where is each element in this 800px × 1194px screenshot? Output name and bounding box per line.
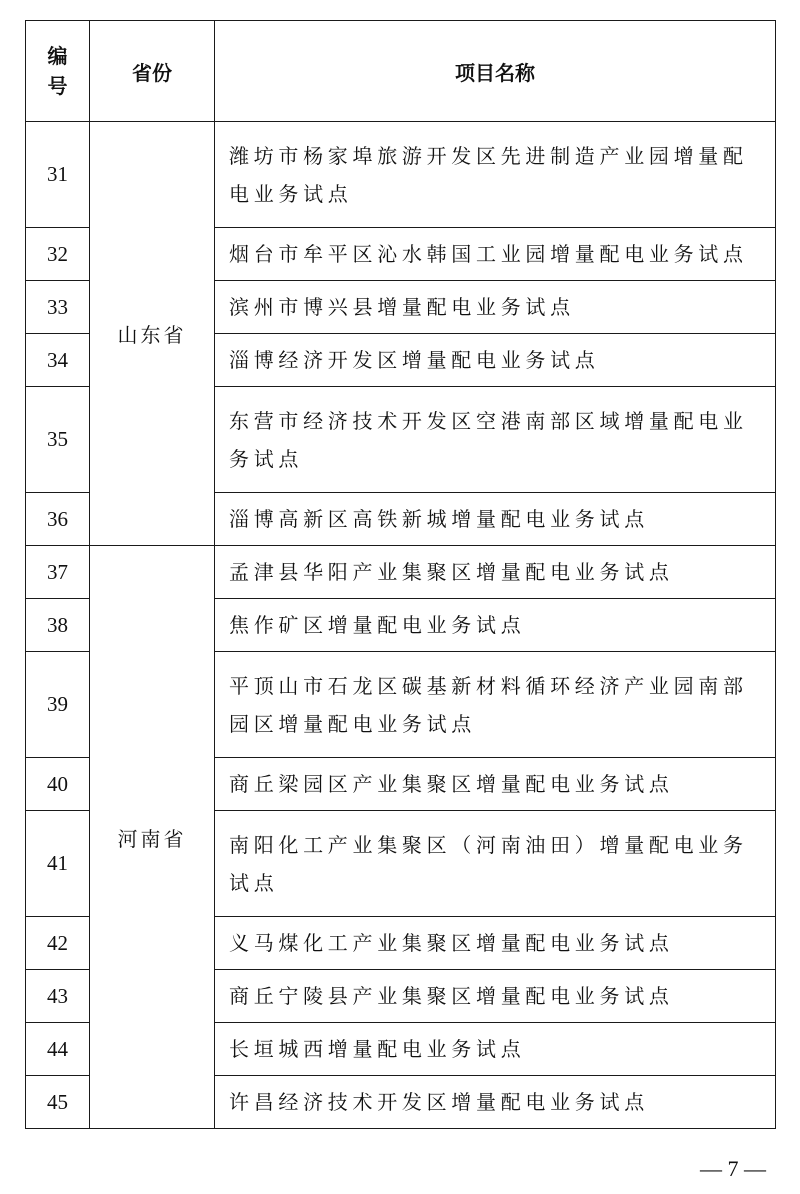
project-name: 淄博经济开发区增量配电业务试点 <box>215 334 776 387</box>
row-id: 35 <box>26 387 90 493</box>
project-name: 长垣城西增量配电业务试点 <box>215 1023 776 1076</box>
province-cell: 河南省 <box>90 546 215 1129</box>
row-id: 40 <box>26 758 90 811</box>
row-id: 36 <box>26 493 90 546</box>
project-name: 滨州市博兴县增量配电业务试点 <box>215 281 776 334</box>
row-id: 45 <box>26 1076 90 1129</box>
header-id-char-2: 号 <box>47 74 68 98</box>
project-name: 东营市经济技术开发区空港南部区域增量配电业务试点 <box>215 387 776 493</box>
projects-table <box>25 20 776 1129</box>
project-name: 潍坊市杨家埠旅游开发区先进制造产业园增量配电业务试点 <box>215 122 776 228</box>
row-id: 41 <box>26 811 90 917</box>
row-id: 34 <box>26 334 90 387</box>
table-row <box>26 546 776 599</box>
row-id: 32 <box>26 228 90 281</box>
project-name: 淄博高新区高铁新城增量配电业务试点 <box>215 493 776 546</box>
project-name: 孟津县华阳产业集聚区增量配电业务试点 <box>215 546 776 599</box>
province-cell: 山东省 <box>90 122 215 546</box>
row-id: 39 <box>26 652 90 758</box>
header-id <box>26 21 90 122</box>
project-name: 平顶山市石龙区碳基新材料循环经济产业园南部园区增量配电业务试点 <box>215 652 776 758</box>
row-id: 43 <box>26 970 90 1023</box>
project-name: 烟台市牟平区沁水韩国工业园增量配电业务试点 <box>215 228 776 281</box>
table-row <box>26 122 776 228</box>
header-province: 省份 <box>90 21 215 122</box>
header-project: 项目名称 <box>215 21 776 122</box>
project-name: 南阳化工产业集聚区（河南油田）增量配电业务试点 <box>215 811 776 917</box>
row-id: 38 <box>26 599 90 652</box>
header-row <box>26 21 776 122</box>
row-id: 33 <box>26 281 90 334</box>
page-number: — 7 — <box>700 1156 766 1181</box>
row-id: 42 <box>26 917 90 970</box>
row-id: 37 <box>26 546 90 599</box>
row-id: 44 <box>26 1023 90 1076</box>
project-name: 焦作矿区增量配电业务试点 <box>215 599 776 652</box>
header-id-char-1: 编 <box>47 44 68 68</box>
project-name: 许昌经济技术开发区增量配电业务试点 <box>215 1076 776 1129</box>
project-name: 商丘梁园区产业集聚区增量配电业务试点 <box>215 758 776 811</box>
project-name: 义马煤化工产业集聚区增量配电业务试点 <box>215 917 776 970</box>
row-id: 31 <box>26 122 90 228</box>
project-name: 商丘宁陵县产业集聚区增量配电业务试点 <box>215 970 776 1023</box>
